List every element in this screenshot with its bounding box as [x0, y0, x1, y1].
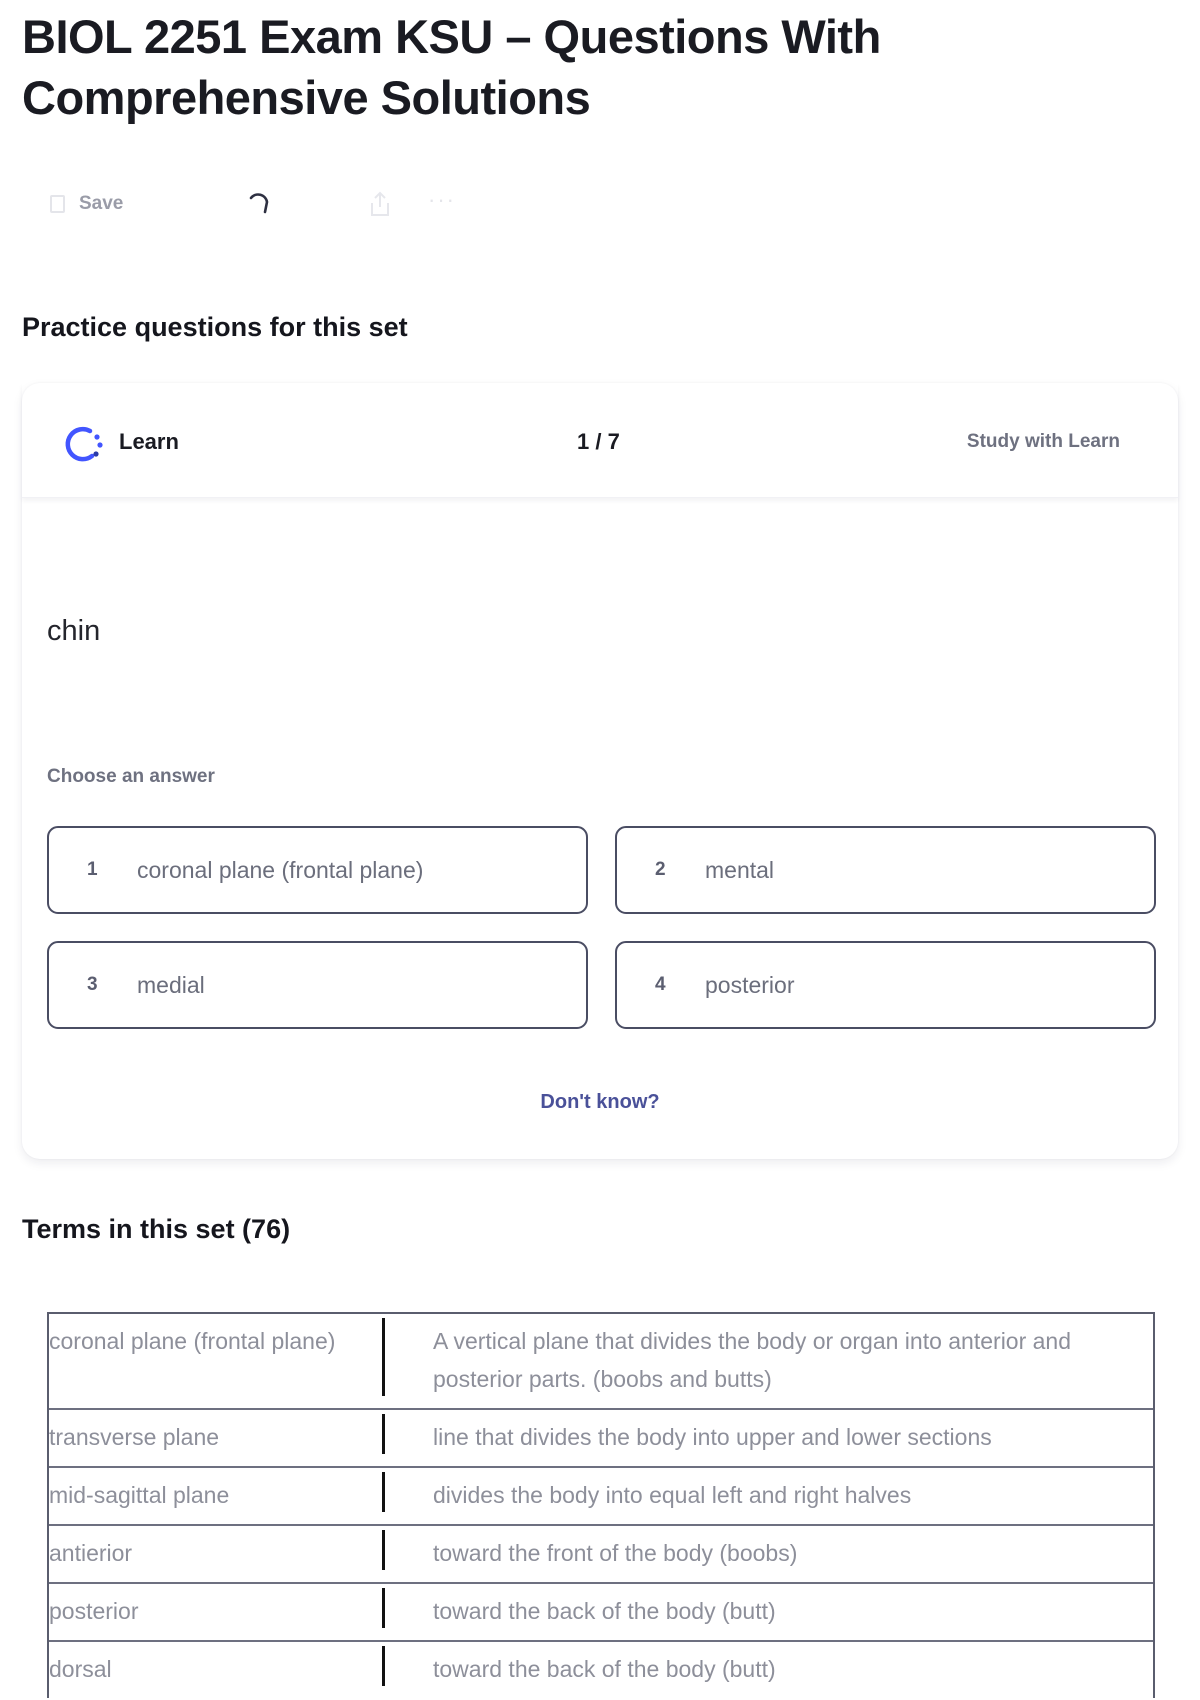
dont-know-button[interactable]: Don't know? [540, 1091, 660, 1113]
term-row [49, 1468, 1153, 1526]
bookmark-icon [50, 195, 65, 213]
save-button[interactable] [50, 186, 123, 222]
answer-number: 4 [655, 974, 666, 995]
answer-option-3[interactable] [47, 941, 588, 1029]
question-prompt: chin [47, 615, 101, 647]
term-cell: dorsal [49, 1656, 112, 1682]
definition-cell: line that divides the body into upper and lower sections [433, 1424, 992, 1450]
answer-number: 1 [87, 859, 98, 880]
learn-card [22, 383, 1178, 1159]
answer-option-4[interactable] [615, 941, 1156, 1029]
definition-cell: toward the back of the body (butt) [433, 1656, 776, 1682]
term-row [49, 1314, 1153, 1410]
term-row [49, 1584, 1153, 1642]
term-row [49, 1410, 1153, 1468]
answer-number: 3 [87, 974, 98, 995]
learn-icon [62, 423, 104, 465]
term-row [49, 1526, 1153, 1584]
answer-text: coronal plane (frontal plane) [137, 856, 424, 883]
answer-number: 2 [655, 859, 666, 880]
answer-option-1[interactable] [47, 826, 588, 914]
loading-spinner-icon [245, 190, 273, 218]
term-cell: antierior [49, 1540, 133, 1566]
terms-heading: Terms in this set (76) [22, 1214, 291, 1244]
page-title: BIOL 2251 Exam KSU – Questions With Comprehensive Solutions [22, 10, 881, 124]
toolbar [50, 186, 550, 222]
learn-header [22, 383, 1178, 498]
term-cell: posterior [49, 1598, 139, 1624]
answer-option-2[interactable] [615, 826, 1156, 914]
answer-text: medial [137, 971, 205, 998]
choose-answer-label: Choose an answer [47, 766, 215, 787]
progress-counter: 1 / 7 [577, 429, 620, 454]
definition-cell: toward the back of the body (butt) [433, 1598, 776, 1624]
more-icon[interactable]: ··· [428, 187, 456, 212]
learn-label: Learn [119, 429, 179, 454]
term-cell: transverse plane [49, 1424, 220, 1450]
study-with-learn-link[interactable]: Study with Learn [966, 431, 1120, 452]
answer-text: mental [705, 856, 775, 883]
share-icon[interactable] [365, 189, 395, 219]
answer-text: posterior [705, 971, 795, 998]
definition-cell: toward the front of the body (boobs) [433, 1540, 798, 1566]
practice-heading: Practice questions for this set [22, 312, 408, 342]
terms-table [47, 1312, 1155, 1698]
definition-cell: A vertical plane that divides the body or organ into anterior and posterior parts. (boobs and butts) [433, 1328, 1072, 1392]
save-label: Save [79, 193, 124, 214]
definition-cell: divides the body into equal left and right halves [433, 1482, 912, 1508]
term-cell: mid-sagittal plane [49, 1482, 230, 1508]
term-row [49, 1642, 1153, 1698]
term-cell: coronal plane (frontal plane) [49, 1328, 336, 1354]
